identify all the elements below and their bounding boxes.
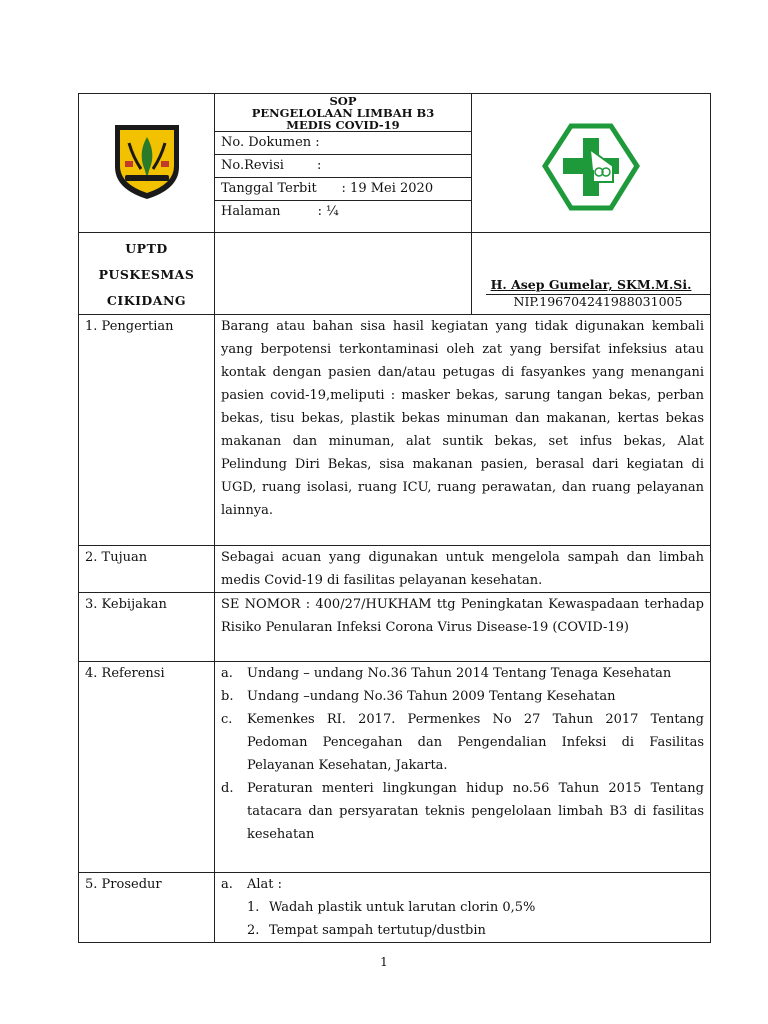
org-cell: [79, 233, 215, 315]
list-item: a. Undang – undang No.36 Tahun 2014 Tentang Tenaga Kesehatan: [221, 666, 672, 681]
sop-table: [78, 93, 711, 943]
puskesmas-logo-icon: [541, 122, 641, 212]
kebijakan-label: 3. Kebijakan: [79, 593, 215, 662]
tujuan-text: Sebagai acuan yang digunakan untuk mengelola sampah dan limbah medis Covid-19 di fasilitas pelayanan kesehatan.: [215, 546, 711, 593]
signer-name: H. Asep Gumelar, SKM.M.Si.: [490, 277, 692, 292]
org-line-2: PUSKESMAS: [98, 267, 195, 282]
referensi-label: 4. Referensi: [79, 662, 215, 873]
sub-list-item: 1. Wadah plastik untuk larutan clorin 0,5%: [247, 900, 536, 915]
no-dokumen-row: No. Dokumen :: [215, 131, 471, 154]
no-revisi-row: No.Revisi :: [215, 154, 471, 177]
regency-crest-cell: [79, 94, 215, 233]
list-item: c. Kemenkes RI. 2017. Permenkes No 27 Tahun 2017 Tentang Pedoman Pencegahan dan Pengendalian Infeksi di Fasilitas Pelayanan Kesehatan, Jakarta.: [221, 712, 704, 773]
referensi-list: [215, 662, 711, 873]
pengertian-label: 1. Pengertian: [79, 315, 215, 546]
sub-list-item: 2. Tempat sampah tertutup/dustbin: [247, 923, 486, 938]
page-number: 1: [380, 955, 388, 969]
puskesmas-logo-cell: [472, 94, 711, 233]
sop-document: [78, 93, 710, 943]
org-line-1: UPTD: [125, 241, 168, 256]
header-info-cell: [215, 94, 472, 233]
list-item: d. Peraturan menteri lingkungan hidup no.56 Tahun 2015 Tentang tatacara dan persyaratan teknis pengelolaan limbah B3 di fasilitas kesehatan: [221, 781, 704, 842]
title-line-2: MEDIS COVID-19: [286, 118, 400, 132]
regency-crest-icon: [111, 121, 183, 201]
signer-cell: [472, 233, 711, 315]
tujuan-label: 2. Tujuan: [79, 546, 215, 593]
org-line-3: CIKIDANG: [106, 293, 187, 308]
tanggal-terbit-row: Tanggal Terbit : 19 Mei 2020: [215, 177, 471, 200]
sop-label: SOP: [329, 94, 357, 108]
title-line-1: PENGELOLAAN LIMBAH B3: [251, 106, 435, 120]
empty-cell: [215, 233, 472, 315]
list-item: a. Alat :: [221, 877, 283, 892]
signer-nip: NIP.196704241988031005: [486, 294, 710, 309]
doc-title: [215, 94, 471, 131]
halaman-row: Halaman : ¼: [215, 200, 471, 223]
kebijakan-text: SE NOMOR : 400/27/HUKHAM ttg Peningkatan Kewaspadaan terhadap Risiko Penularan Infeksi Corona Virus Disease-19 (COVID-19): [215, 593, 711, 662]
prosedur-content: [215, 873, 711, 943]
pengertian-text: Barang atau bahan sisa hasil kegiatan yang tidak digunakan kembali yang berpotensi terkontaminasi oleh zat yang bersifat infeksius atau kontak dengan pasien dan/atau petugas di fasyankes yang menangani pasien covid-19,meliputi : masker bekas, sarung tangan bekas, perban bekas, tisu bekas, plastik bekas minuman dan makanan, kertas bekas makanan dan minuman, alat suntik bekas, set infus bekas, Alat Pelindung Diri Bekas, sisa makanan pasien, berasal dari kegiatan di UGD, ruang isolasi, ruang ICU, ruang perawatan, dan ruang pelayanan lainnya.: [215, 315, 711, 546]
list-item: b. Undang –undang No.36 Tahun 2009 Tentang Kesehatan: [221, 689, 616, 704]
prosedur-label: 5. Prosedur: [79, 873, 215, 943]
